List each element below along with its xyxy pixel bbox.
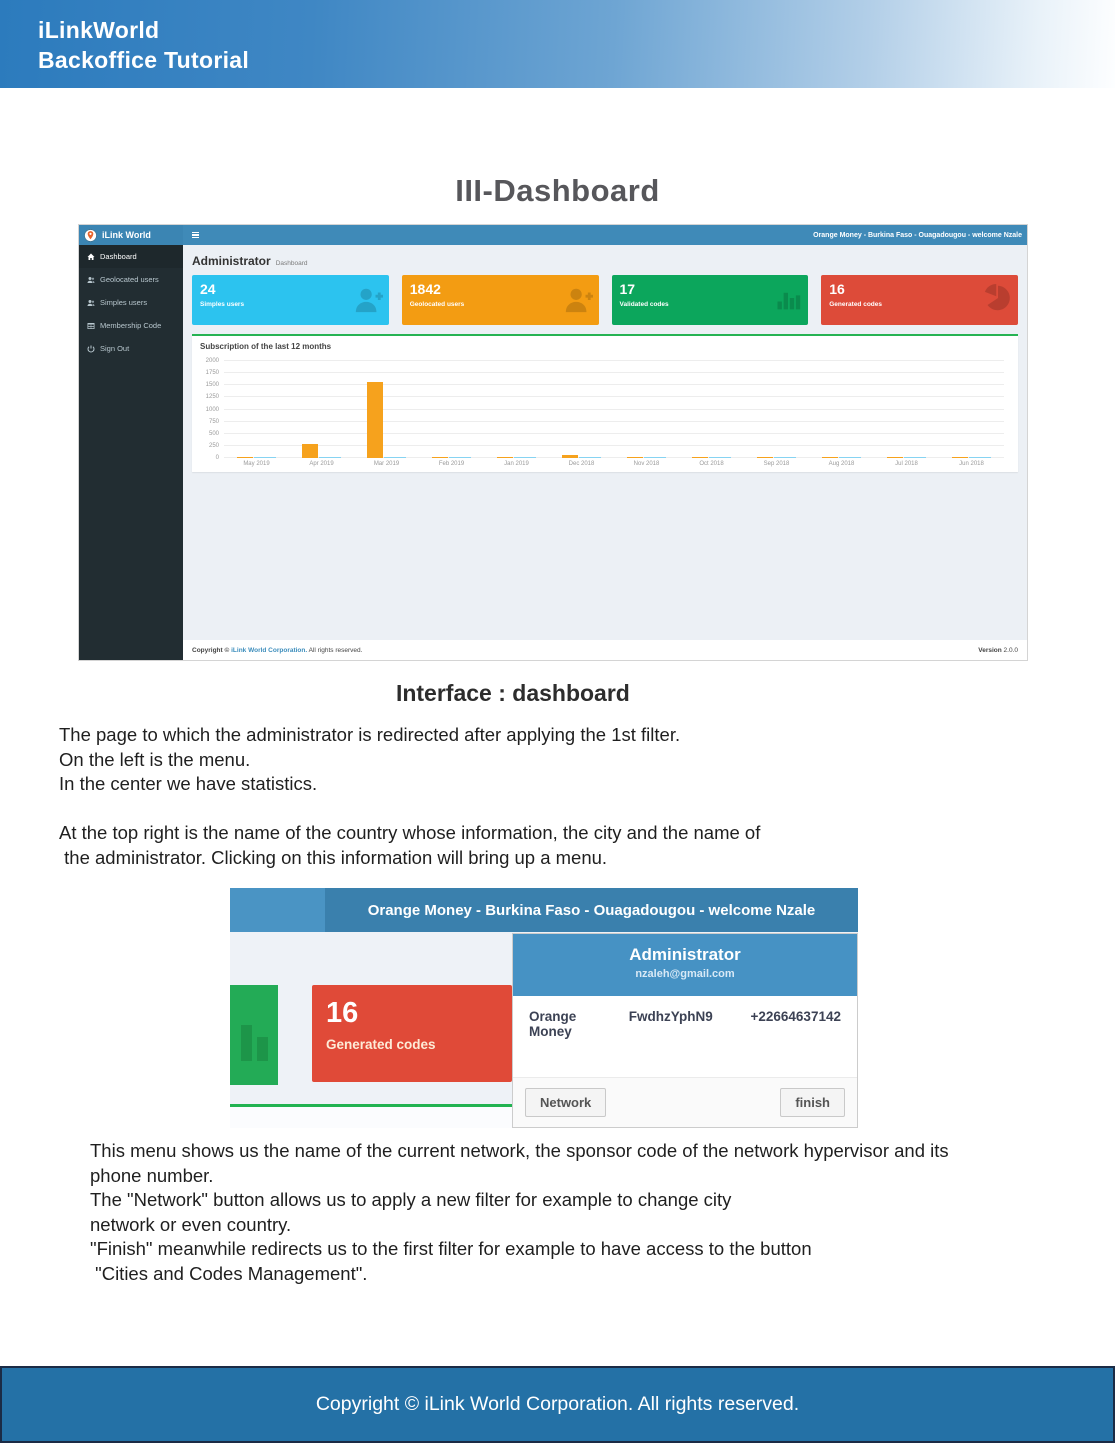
bar-secondary [579,457,601,458]
text-line: On the left is the menu. [59,748,251,770]
network-name: Orange Money [529,1009,577,1039]
footer-version [978,647,1018,654]
y-tick-label: 250 [208,442,219,449]
users-icon [87,276,95,284]
chart-title: Subscription of the last 12 months [200,342,332,351]
page-title: Administrator [192,254,271,268]
bar-secondary [319,457,341,458]
stat-card-validated-codes[interactable] [612,275,809,325]
dropdown-title: Administrator [629,945,741,964]
bar-subscriptions [822,457,838,458]
stat-label: Validated codes [619,301,669,308]
bar-subscriptions [237,457,253,458]
user-menu-toggle[interactable]: Orange Money - Burkina Faso - Ouagadougou - welcome Nzale [813,231,1022,239]
globe-pin-logo-icon [84,229,97,242]
y-tick-label: 750 [208,418,219,425]
content-header [183,245,1027,275]
dropdown-footer [513,1077,857,1127]
user-plus-icon [563,284,593,314]
stat-label: Generated codes [326,1037,436,1052]
x-tick-label: Jan 2019 [504,461,529,467]
stat-card-generated-codes[interactable] [312,985,512,1082]
bar-chart-icon [257,1037,268,1061]
y-tick-label: 0 [215,455,219,461]
sidebar-item-label: Simples users [100,298,148,307]
bar-group [484,361,549,458]
bar-group [549,361,614,458]
footer-company-link[interactable]: iLink World Corporation. [231,646,308,654]
chart-plot [224,361,1004,458]
footer-rights: All rights reserved. [307,646,363,654]
dropdown-body [513,996,857,1077]
sidebar-item-dashboard[interactable] [79,245,183,268]
stat-card-simples-users[interactable] [192,275,389,325]
hamburger-menu-icon[interactable] [192,232,199,239]
chart-x-labels [224,461,1004,467]
chart-bars [224,361,1004,458]
stat-value: 24 [200,281,216,297]
bar-chart-icon [241,1025,252,1061]
bar-subscriptions [432,457,448,458]
stat-card-validated-partial [230,985,278,1085]
bar-group [289,361,354,458]
stat-value: 17 [619,281,636,297]
sidebar-item-membership-code[interactable] [79,314,183,337]
text-line: At the top right is the name of the country whose information, the city and the name of [59,822,761,843]
footer-version-label: Version [978,646,1002,654]
bar-secondary [254,457,276,458]
stat-value: 1842 [409,281,441,297]
sidebar-item-geolocated-users[interactable] [79,268,183,291]
bar-secondary [384,457,406,458]
bar-subscriptions [692,457,708,458]
x-tick-label: Oct 2018 [699,461,724,467]
user-dropdown-menu [512,933,858,1128]
x-tick-label: May 2019 [243,461,270,467]
bar-subscriptions [952,457,968,458]
page-footer-text: Copyright © iLink World Corporation. All rights reserved. [315,1393,800,1415]
stat-card-geolocated-users[interactable] [402,275,599,325]
sidebar-item-label: Geolocated users [100,275,159,284]
table-icon [87,322,95,330]
bar-subscriptions [887,457,903,458]
text-line: "Finish" meanwhile redirects us to the first filter for example to have access to the button [90,1238,812,1260]
paragraph-menu-explanation [90,1139,949,1287]
bar-subscriptions [757,457,773,458]
sidebar-item-label: Sign Out [100,344,130,353]
text-line: phone number. [90,1164,214,1186]
chart-area [200,358,1010,461]
bar-group [744,361,809,458]
stat-label: Geolocated users [409,301,465,308]
pie-chart-icon [984,284,1012,312]
bar-subscriptions [497,457,513,458]
bar-group [419,361,484,458]
x-tick-label: Feb 2019 [438,461,465,467]
page-header [0,0,1115,88]
y-tick-label: 2000 [205,358,219,364]
bar-chart-icon [774,284,802,312]
dashboard-screenshot [78,224,1028,661]
dashboard-content [183,245,1027,660]
text-line: The page to which the administrator is redirected after applying the 1st filter. [59,724,681,745]
paragraph-top-right-info [59,821,760,870]
page-subtitle: Dashboard [275,260,308,267]
bar-group [809,361,874,458]
sidebar [79,245,183,660]
home-icon [87,253,95,261]
finish-button[interactable]: finish [780,1088,845,1117]
sidebar-item-label: Dashboard [100,252,137,261]
x-tick-label: Mar 2019 [373,461,400,467]
stat-label: Generated codes [829,301,882,308]
sidebar-item-sign-out[interactable] [79,337,183,360]
chart-box-partial [230,1107,512,1128]
bar-secondary [514,457,536,458]
bar-subscriptions [367,382,383,458]
dropdown-header [513,934,857,996]
footer-copyright [192,647,362,654]
stat-cards-row [183,275,1027,325]
bar-group [874,361,939,458]
footer-copyright-label: Copyright © [192,646,230,654]
popup-navbar [230,888,858,932]
bar-group [679,361,744,458]
users-icon [87,299,95,307]
y-tick-label: 1750 [205,370,219,377]
text-line: In the center we have statistics. [59,773,318,795]
content-spacer [183,472,1027,640]
text-line: "Cities and Codes Management". [90,1262,368,1284]
subscription-chart-box [192,334,1018,472]
bar-secondary [774,457,796,458]
section-title: III-Dashboard [455,173,660,208]
x-tick-label: Nov 2018 [633,461,660,467]
page-footer [0,1366,1115,1443]
user-plus-icon [353,284,383,314]
header-title: iLinkWorld [38,17,160,43]
paragraph-dashboard-description [59,723,680,797]
bar-secondary [904,457,926,458]
x-tick-label: Jul 2018 [895,461,918,467]
text-line: The "Network" button allows us to apply a new filter for example to change city [90,1189,732,1211]
text-line: the administrator. Clicking on this information will bring up a menu. [59,846,608,868]
bar-secondary [644,457,666,458]
user-menu-screenshot [230,888,858,1128]
sidebar-item-label: Membership Code [100,321,162,330]
bar-secondary [449,457,471,458]
bar-group [224,361,289,458]
stat-value: 16 [326,997,359,1029]
y-tick-label: 500 [208,430,219,437]
brand-name: iLink World [102,230,151,240]
bar-subscriptions [562,455,578,458]
bar-subscriptions [627,457,643,458]
bar-group [354,361,419,458]
stat-card-generated-codes[interactable] [821,275,1018,325]
bar-secondary [969,457,991,458]
dropdown-email: nzaleh@gmail.com [635,968,735,980]
text-line: network or even country. [90,1213,292,1235]
x-tick-label: Sep 2018 [763,461,790,467]
stat-label: Simples users [200,301,245,308]
y-tick-label: 1500 [205,382,219,389]
x-tick-label: Apr 2019 [309,461,334,467]
bar-subscriptions [302,444,318,458]
chart-y-axis [200,358,224,461]
bar-secondary [839,457,861,458]
power-icon [87,345,95,353]
y-tick-label: 1000 [205,406,219,413]
bar-group [939,361,1004,458]
brand-logo[interactable] [79,225,183,245]
x-tick-label: Dec 2018 [568,461,595,467]
text-line: This menu shows us the name of the current network, the sponsor code of the network hypervisor and its [90,1140,949,1161]
dashboard-navbar [79,225,1027,245]
phone-number: +22664637142 [750,1009,841,1024]
footer-version-value: 2.0.0 [1001,646,1018,654]
dashboard-footer [183,640,1027,660]
x-tick-label: Aug 2018 [828,461,855,467]
sponsor-code: FwdhzYphN9 [628,1009,713,1024]
x-tick-label: Jun 2018 [959,461,984,467]
bar-group [614,361,679,458]
sidebar-item-simples-users[interactable] [79,291,183,314]
stat-value: 16 [829,281,845,297]
network-button[interactable]: Network [525,1088,606,1117]
figure-caption: Interface : dashboard [395,680,630,706]
header-subtitle: Backoffice Tutorial [38,47,250,73]
user-menu-toggle[interactable]: Orange Money - Burkina Faso - Ouagadougou - welcome Nzale [325,888,858,932]
bar-secondary [709,457,731,458]
y-tick-label: 1250 [205,394,219,401]
